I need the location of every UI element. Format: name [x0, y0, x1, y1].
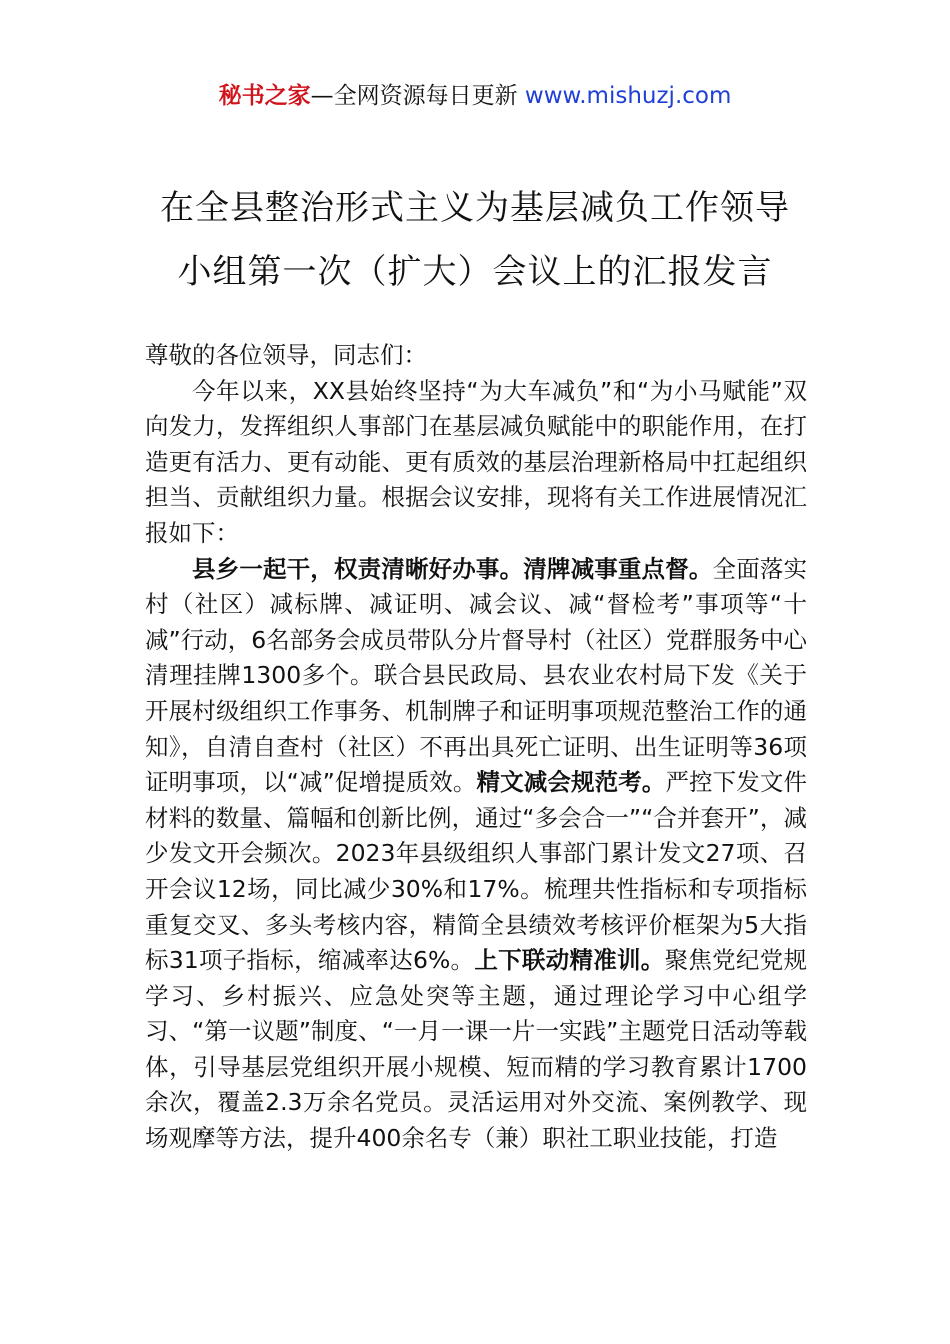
title-line-1: 在全县整治形式主义为基层减负工作领导 [160, 188, 790, 228]
site-url-link[interactable]: www.mishuzj.com [524, 83, 732, 109]
salutation: 尊敬的各位领导，同志们： [145, 341, 427, 369]
subsection-1-text: 全面落实村（社区）减标牌、减证明、减会议、减“督检考”事项等“十减”行动，6名部务会成员带队分片督导村（社区）党群服务中心清理挂牌1300多个。联合县民政局、县农业农村局下发《关于开展村级组织工作事务、机制牌子和证明事项规范整治工作的通知》，自清自查村（社区）不再出具死亡证明、出生证明等36项证明事项，以“减”促增提质效。 [145, 554, 808, 797]
header-tagline: —全网资源每日更新 [310, 83, 525, 109]
intro-paragraph: 今年以来，XX县始终坚持“为大车减负”和“为小马赋能”双向发力，发挥组织人事部门在基层减负赋能中的职能作用，在打造更有活力、更有动能、更有质效的基层治理新格局中扛起组织担当、贡献组织力量。根据会议安排，现将有关工作进展情况汇报如下： [145, 376, 807, 547]
site-header [0, 80, 950, 112]
section-1-heading: 县乡一起干，权责清晰好办事。 [192, 554, 524, 583]
document-title [100, 176, 850, 304]
section-1-paragraph [145, 552, 807, 1157]
document-body [145, 338, 807, 1157]
brand-name: 秘书之家 [218, 83, 311, 109]
title-line-2: 小组第一次（扩大）会议上的汇报发言 [177, 252, 773, 292]
subsection-3-text: 聚焦党纪党规学习、乡村振兴、应急处突等主题，通过理论学习中心组学习、“第一议题”制度、“一月一课一片一实践”主题党日活动等载体，引导基层党组织开展小规模、短而精的学习教育累计1700余次，覆盖2.3万余名党员。灵活运用对外交流、案例教学、现场观摩等方法，提升400余名专（兼）职社工职业技能，打造 [145, 946, 807, 1153]
subsection-3-heading: 上下联动精准训。 [474, 946, 665, 975]
subsection-2-text: 严控下发文件材料的数量、篇幅和创新比例，通过“多会合一”“合并套开”，减少发文开会频次。2023年县级组织人事部门累计发文27项、召开会议12场，同比减少30%和17%。梳理共性指标和专项指标重复交叉、多头考核内容，精简全县绩效考核评价框架为5大指标31项子指标，缩减率达6%。 [145, 768, 807, 975]
subsection-2-heading: 精文减会规范考。 [476, 768, 666, 797]
subsection-1-heading: 清牌减事重点督。 [523, 554, 713, 583]
